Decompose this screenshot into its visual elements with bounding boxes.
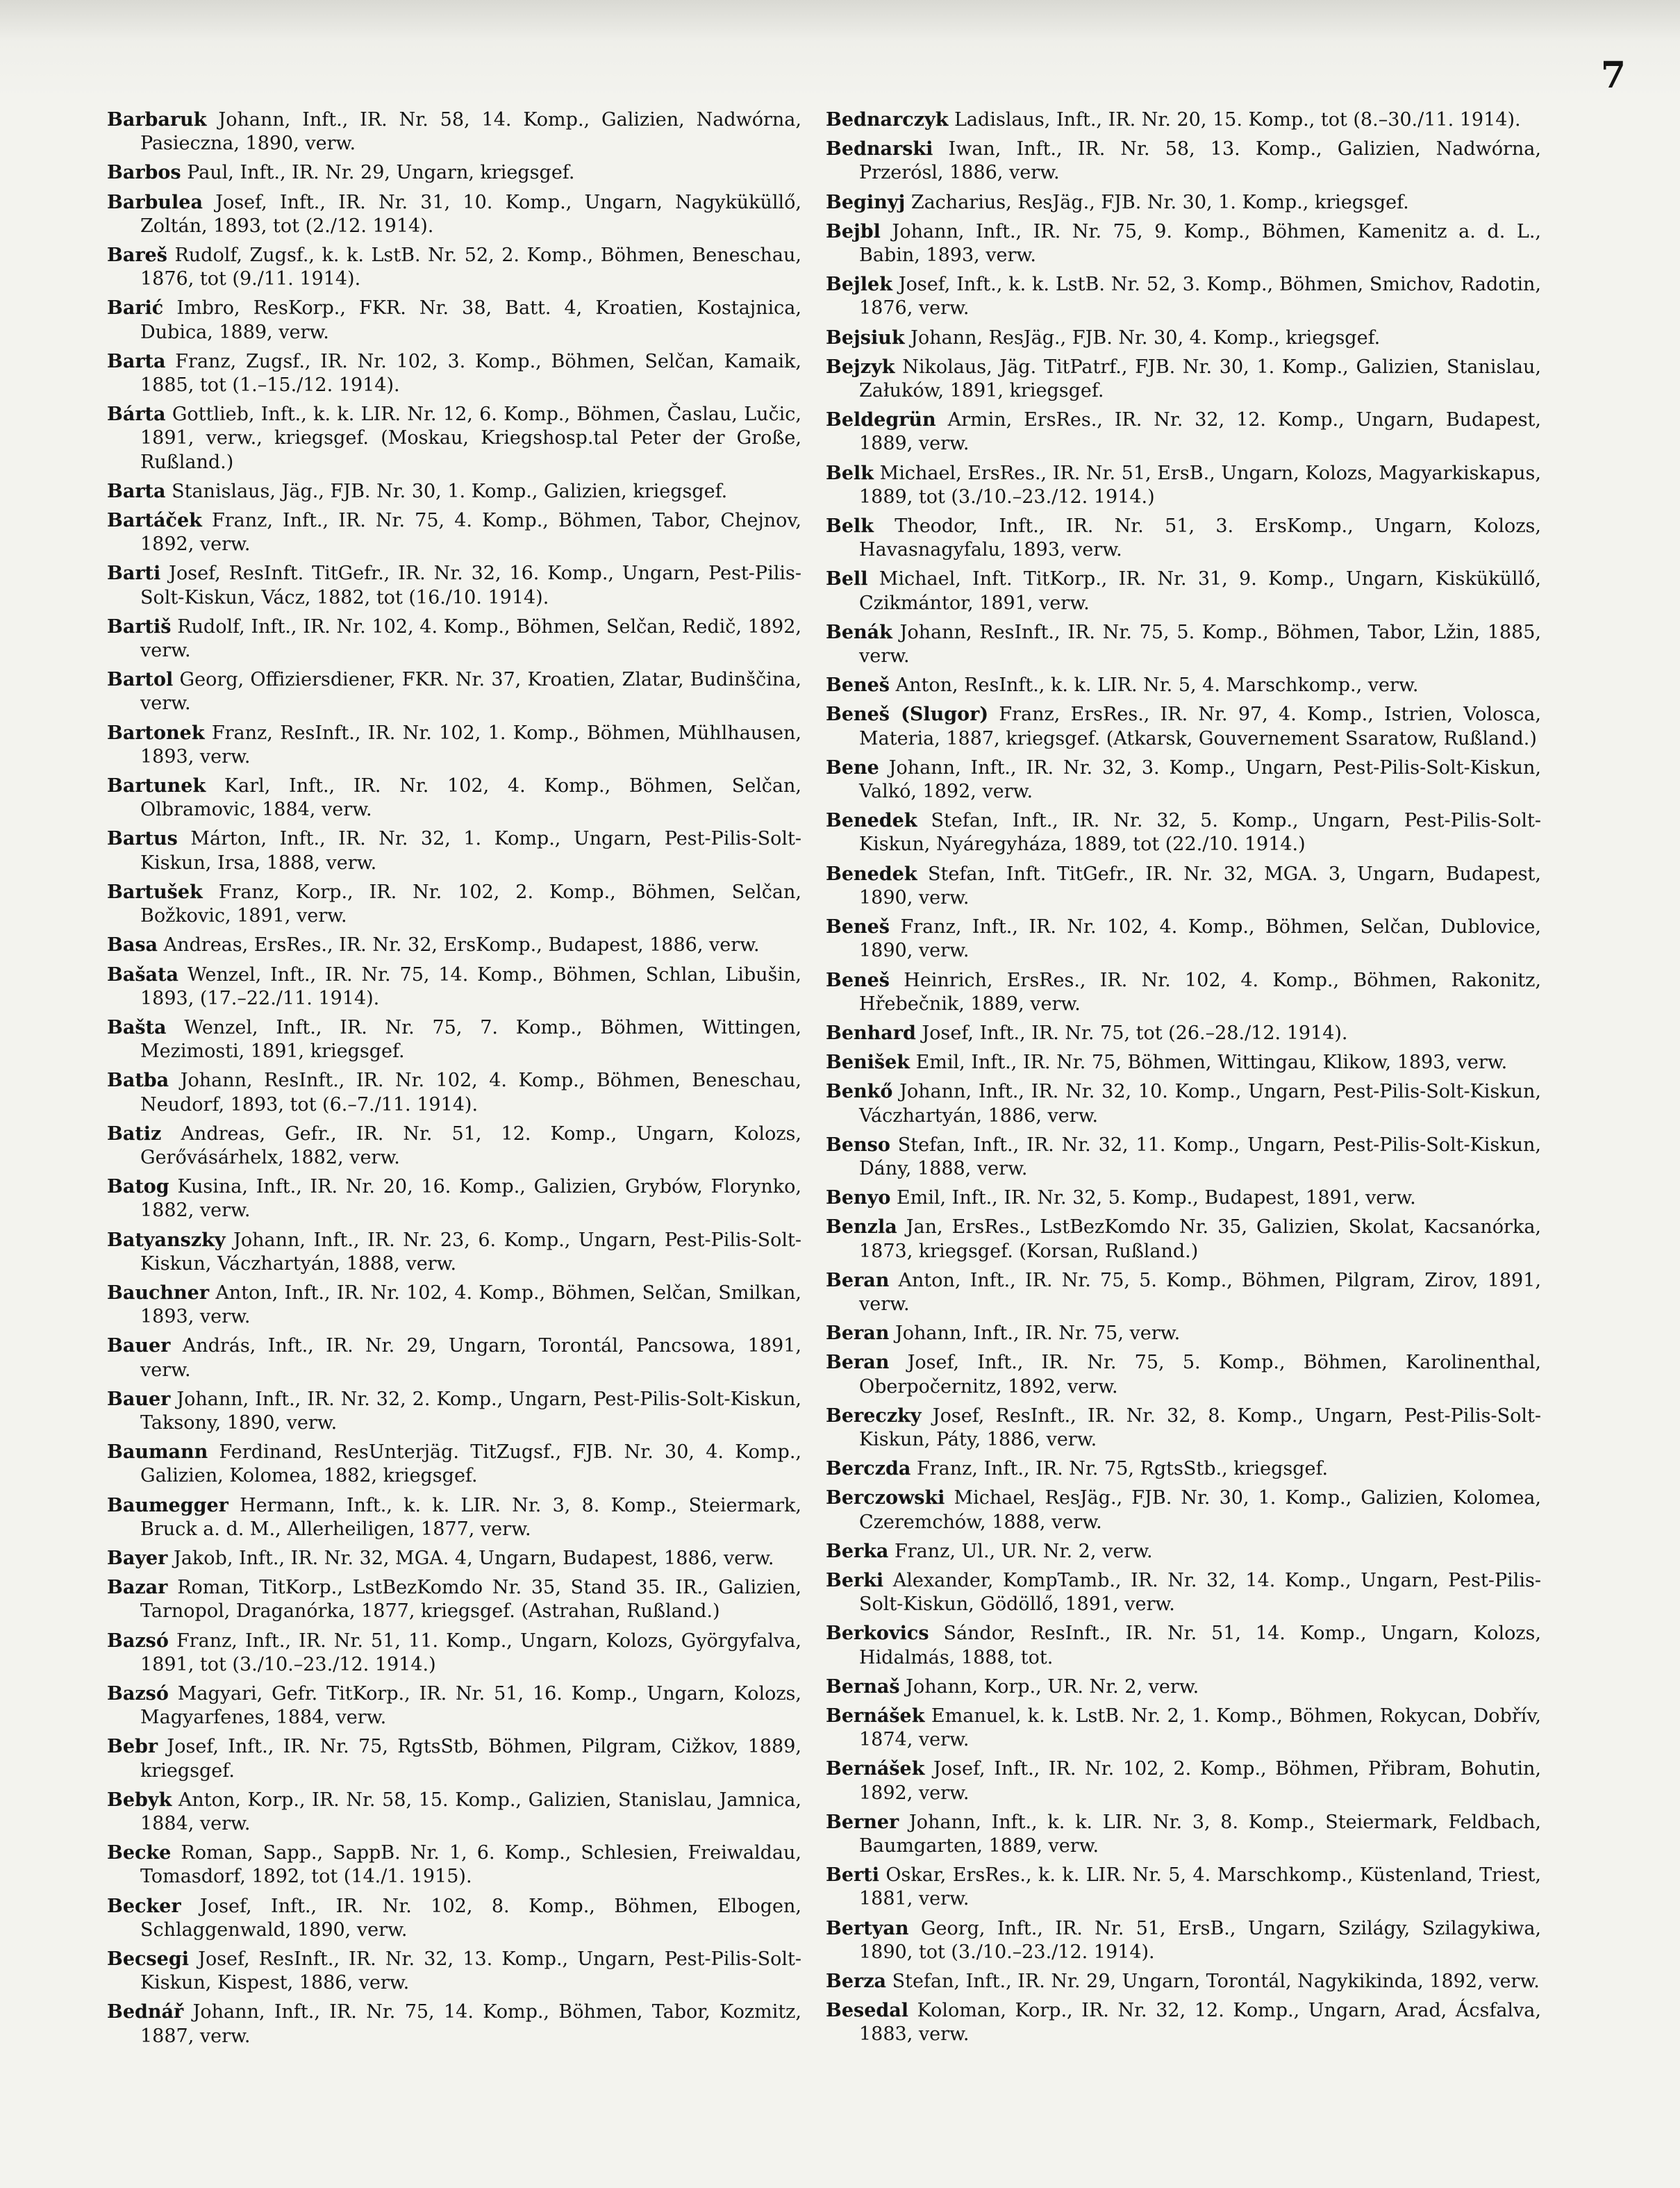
register-entry	[826, 1970, 1541, 1994]
register-entry	[107, 1494, 801, 1541]
entry-details: Johann, Inft., k. k. LIR. Nr. 3, 8. Komp., Steiermark, Feldbach, Baumgarten, 1889, verw.	[859, 1811, 1541, 1857]
entry-surname: Bernášek	[826, 1705, 925, 1727]
entry-surname: Becsegi	[107, 1948, 189, 1971]
register-entry	[107, 161, 801, 185]
entry-surname: Barbaruk	[107, 109, 207, 131]
entry-surname: Bertyan	[826, 1917, 909, 1939]
entry-surname: Bernaš	[826, 1675, 900, 1698]
entry-surname: Baumegger	[107, 1494, 228, 1516]
entry-surname: Berczowski	[826, 1487, 945, 1509]
entry-details: Josef, Inft., IR. Nr. 102, 2. Komp., Böhmen, Přibram, Bohutin, 1892, verw.	[859, 1758, 1541, 1804]
register-entry	[826, 1486, 1541, 1534]
register-entry	[107, 1547, 801, 1570]
entry-details: Wenzel, Inft., IR. Nr. 75, 14. Komp., Böhmen, Schlan, Libušin, 1893, (17.–22./11. 1914).	[140, 963, 801, 1009]
entry-surname: Benkő	[826, 1081, 893, 1103]
register-entry	[107, 1334, 801, 1382]
register-entry	[107, 2000, 801, 2048]
register-entry	[107, 1948, 801, 1995]
register-entry	[107, 509, 801, 556]
register-entry	[107, 244, 801, 291]
entry-surname: Bašata	[107, 963, 178, 986]
register-entry	[107, 827, 801, 875]
entry-surname: Bareš	[107, 245, 167, 267]
register-entry	[107, 881, 801, 928]
entry-surname: Barta	[107, 350, 166, 372]
entry-surname: Berza	[826, 1971, 887, 1993]
register-entry	[826, 1022, 1541, 1045]
entry-surname: Bazsó	[107, 1630, 169, 1652]
register-entry	[826, 621, 1541, 668]
register-entry	[826, 1457, 1541, 1481]
register-entry	[107, 1789, 801, 1836]
entry-surname: Bernášek	[826, 1758, 925, 1780]
register-entry	[826, 1999, 1541, 2046]
entry-surname: Bartušek	[107, 881, 203, 903]
entry-surname: Bauer	[107, 1388, 171, 1410]
entry-details: Márton, Inft., IR. Nr. 32, 1. Komp., Ungarn, Pest-Pilis-Solt-Kiskun, Irsa, 1888, verw.	[140, 828, 801, 874]
entry-details: Franz, Inft., IR. Nr. 102, 4. Komp., Böhmen, Selčan, Dublovice, 1890, verw.	[859, 916, 1541, 962]
register-entry	[826, 969, 1541, 1016]
entry-details: Johann, Inft., IR. Nr. 75, 9. Komp., Böhmen, Kamenitz a. d. L., Babin, 1893, verw.	[859, 220, 1541, 267]
register-entry	[826, 674, 1541, 697]
register-entry	[826, 515, 1541, 562]
entry-details: Josef, Inft., IR. Nr. 102, 8. Komp., Böhmen, Elbogen, Schlaggenwald, 1890, verw.	[140, 1895, 801, 1941]
register-entry	[826, 220, 1541, 267]
entry-surname: Bayer	[107, 1547, 168, 1569]
entry-surname: Bebyk	[107, 1789, 172, 1811]
register-entry	[107, 1735, 801, 1782]
entry-surname: Barta	[107, 480, 166, 502]
register-entry	[107, 1441, 801, 1488]
entry-surname: Bednarski	[826, 138, 933, 160]
entry-details: Josef, ResInft., IR. Nr. 32, 8. Komp., Ungarn, Pest-Pilis-Solt-Kiskun, Páty, 1886, verw.	[859, 1404, 1541, 1450]
register-entry	[826, 756, 1541, 804]
entry-surname: Beldegrün	[826, 409, 936, 431]
register-entry	[107, 1229, 801, 1276]
register-entry	[826, 1917, 1541, 1964]
entry-details: Johann, Inft., IR. Nr. 75, verw.	[895, 1323, 1181, 1345]
entry-details: András, Inft., IR. Nr. 29, Ungarn, Torontál, Pancsowa, 1891, verw.	[140, 1335, 801, 1381]
entry-details: Koloman, Korp., IR. Nr. 32, 12. Komp., Ungarn, Arad, Ácsfalva, 1883, verw.	[859, 2000, 1541, 2046]
entry-surname: Bauchner	[107, 1282, 210, 1304]
register-entry	[107, 722, 801, 769]
register-entry	[107, 1175, 801, 1223]
register-entry	[826, 915, 1541, 963]
register-entry	[826, 1134, 1541, 1181]
entry-surname: Beneš	[826, 674, 890, 697]
register-entry	[826, 356, 1541, 403]
entry-details: Sándor, ResInft., IR. Nr. 51, 14. Komp., Ungarn, Kolozs, Hidalmás, 1888, tot.	[859, 1623, 1541, 1668]
entry-surname: Bašta	[107, 1016, 167, 1038]
register-entry	[826, 863, 1541, 910]
entry-details: Johann, Inft., IR. Nr. 32, 3. Komp., Ungarn, Pest-Pilis-Solt-Kiskun, Valkó, 1892, verw.	[859, 756, 1541, 803]
entry-details: Kusina, Inft., IR. Nr. 20, 16. Komp., Galizien, Grybów, Florynko, 1882, verw.	[140, 1176, 801, 1222]
entry-details: Michael, ResJäg., FJB. Nr. 30, 1. Komp., Galizien, Kolomea, Czeremchów, 1888, verw.	[859, 1487, 1541, 1533]
entry-details: Josef, Inft., IR. Nr. 31, 10. Komp., Ungarn, Nagyküküllő, Zoltán, 1893, tot (2./12. 1914).	[140, 191, 801, 237]
entry-surname: Barbos	[107, 162, 181, 184]
entry-surname: Baumann	[107, 1441, 208, 1464]
register-entry	[107, 1841, 801, 1889]
entry-surname: Besedal	[826, 2000, 909, 2022]
entry-details: Georg, Inft., IR. Nr. 51, ErsB., Ungarn, Szilágy, Szilagykiwa, 1890, tot (3./10.–23./12. 1914).	[859, 1917, 1541, 1963]
register-entry	[826, 1351, 1541, 1398]
entry-details: Stefan, Inft., IR. Nr. 29, Ungarn, Torontál, Nagykikinda, 1892, verw.	[892, 1971, 1540, 1993]
entry-details: Josef, Inft., IR. Nr. 75, tot (26.–28./12. 1914).	[922, 1022, 1348, 1044]
register-entry	[826, 1540, 1541, 1564]
register-entry	[107, 191, 801, 238]
entry-surname: Batyanszky	[107, 1229, 226, 1251]
entry-details: Anton, ResInft., k. k. LIR. Nr. 5, 4. Marschkomp., verw.	[895, 674, 1419, 697]
entry-surname: Benák	[826, 621, 892, 643]
entry-details: Franz, ErsRes., IR. Nr. 97, 4. Komp., Istrien, Volosca, Materia, 1887, kriegsgef. (Atkarsk, Gouvernement Ssaratow, Rußland.)	[859, 704, 1541, 749]
register-entry	[107, 934, 801, 957]
register-entry	[826, 191, 1541, 215]
register-entry	[826, 1811, 1541, 1858]
register-entry	[107, 668, 801, 715]
entry-details: Magyari, Gefr. TitKorp., IR. Nr. 51, 16. Komp., Ungarn, Kolozs, Magyarfenes, 1884, verw.	[140, 1682, 801, 1729]
register-entry	[826, 567, 1541, 615]
register-entry	[107, 1016, 801, 1063]
register-entry	[107, 774, 801, 822]
register-entry	[107, 1576, 801, 1623]
entry-details: Johann, ResJäg., FJB. Nr. 30, 4. Komp., kriegsgef.	[910, 326, 1381, 349]
entry-details: Johann, Inft., IR. Nr. 75, 14. Komp., Böhmen, Tabor, Kozmitz, 1887, verw.	[140, 2001, 801, 2047]
entry-details: Johann, Inft., IR. Nr. 32, 2. Komp., Ungarn, Pest-Pilis-Solt-Kiskun, Taksony, 1890, verw.	[140, 1388, 801, 1434]
entry-details: Stefan, Inft. TitGefr., IR. Nr. 32, MGA. 3, Ungarn, Budapest, 1890, verw.	[859, 863, 1541, 909]
entry-details: Stefan, Inft., IR. Nr. 32, 11. Komp., Ungarn, Pest-Pilis-Solt-Kiskun, Dány, 1888, verw.	[859, 1134, 1541, 1179]
entry-surname: Barbulea	[107, 191, 203, 213]
entry-details: Johann, ResInft., IR. Nr. 75, 5. Komp., Böhmen, Tabor, Lžin, 1885, verw.	[859, 621, 1541, 668]
register-entry	[826, 1404, 1541, 1452]
register-entry	[826, 1216, 1541, 1263]
entry-details: Hermann, Inft., k. k. LIR. Nr. 3, 8. Komp., Steiermark, Bruck a. d. M., Allerheiligen, 1877, verw.	[140, 1494, 801, 1540]
entry-details: Gottlieb, Inft., k. k. LIR. Nr. 12, 6. Komp., Böhmen, Časlau, Lučic, 1891, verw., kriegsgef. (Moskau, Kriegshosp.tal Peter der Große, Rußland.)	[140, 404, 801, 473]
entry-details: Iwan, Inft., IR. Nr. 58, 13. Komp., Galizien, Nadwórna, Przerósl, 1886, verw.	[859, 138, 1541, 184]
entry-surname: Bartus	[107, 828, 178, 850]
entry-surname: Bartunek	[107, 775, 206, 797]
register-entry	[826, 1051, 1541, 1075]
register-entry	[826, 273, 1541, 320]
entry-surname: Benedek	[826, 863, 917, 885]
entry-details: Andreas, ErsRes., IR. Nr. 32, ErsKomp., Budapest, 1886, verw.	[163, 934, 760, 956]
entry-details: Franz, Inft., IR. Nr. 75, RgtsStb., kriegsgef.	[916, 1458, 1329, 1480]
entry-surname: Benedek	[826, 810, 917, 832]
register-entry	[107, 1388, 801, 1435]
entry-details: Josef, Inft., IR. Nr. 75, 5. Komp., Böhmen, Karolinenthal, Oberpočernitz, 1892, verw.	[859, 1352, 1541, 1398]
entry-surname: Bereczky	[826, 1404, 922, 1427]
entry-surname: Barti	[107, 563, 161, 585]
register-entry	[826, 1675, 1541, 1699]
register-entry	[826, 462, 1541, 509]
entry-details: Johann, ResInft., IR. Nr. 102, 4. Komp., Böhmen, Beneschau, Neudorf, 1893, tot (6.–7./11. 1914).	[140, 1070, 801, 1116]
entry-surname: Bednář	[107, 2001, 184, 2023]
entry-surname: Beran	[826, 1269, 890, 1291]
entry-surname: Bednarczyk	[826, 109, 949, 131]
entry-details: Roman, Sapp., SappB. Nr. 1, 6. Komp., Schlesien, Freiwaldau, Tomasdorf, 1892, tot (14./1. 1915).	[140, 1842, 801, 1888]
entry-surname: Belk	[826, 515, 874, 538]
entry-details: Anton, Korp., IR. Nr. 58, 15. Komp., Galizien, Stanislau, Jamnica, 1884, verw.	[140, 1789, 801, 1834]
entry-details: Alexander, KompTamb., IR. Nr. 32, 14. Komp., Ungarn, Pest-Pilis-Solt-Kiskun, Gödöllő, 1891, verw.	[859, 1569, 1541, 1616]
entry-surname: Bejbl	[826, 220, 881, 242]
entry-details: Anton, Inft., IR. Nr. 75, 5. Komp., Böhmen, Pilgram, Zirov, 1891, verw.	[859, 1269, 1541, 1315]
entry-details: Franz, Inft., IR. Nr. 75, 4. Komp., Böhmen, Tabor, Chejnov, 1892, verw.	[140, 510, 801, 556]
entry-surname: Berki	[826, 1569, 884, 1591]
entry-surname: Berti	[826, 1864, 879, 1887]
entry-details: Franz, Inft., IR. Nr. 51, 11. Komp., Ungarn, Kolozs, Györgyfalva, 1891, tot (3./10.–23./12. 1914.)	[140, 1630, 801, 1675]
register-entry	[826, 809, 1541, 856]
entry-surname: Batiz	[107, 1122, 162, 1145]
entry-details: Franz, Zugsf., IR. Nr. 102, 3. Komp., Böhmen, Selčan, Kamaik, 1885, tot (1.–15./12. 1914).	[140, 350, 801, 397]
entry-surname: Beneš (Slugor)	[826, 704, 989, 726]
register-entry	[107, 963, 801, 1011]
register-entry	[107, 480, 801, 504]
register-entry	[826, 1080, 1541, 1127]
entry-surname: Bejzyk	[826, 356, 895, 378]
register-entry	[107, 350, 801, 397]
register-entry	[107, 297, 801, 344]
register-entry	[826, 1757, 1541, 1805]
entry-details: Roman, TitKorp., LstBezKomdo Nr. 35, Stand 35. IR., Galizien, Tarnopol, Draganórka, 1877, kriegsgef. (Astrahan, Rußland.)	[140, 1577, 801, 1623]
register-entry	[826, 703, 1541, 750]
entry-details: Anton, Inft., IR. Nr. 102, 4. Komp., Böhmen, Selčan, Smilkan, 1893, verw.	[140, 1282, 801, 1328]
register-entry	[107, 1682, 801, 1730]
register-entry	[826, 1622, 1541, 1669]
entry-details: Josef, ResInft. TitGefr., IR. Nr. 32, 16. Komp., Ungarn, Pest-Pilis-Solt-Kiskun, Vácz, 1882, tot (16./10. 1914).	[140, 563, 801, 608]
entry-details: Franz, Korp., IR. Nr. 102, 2. Komp., Böhmen, Selčan, Božkovic, 1891, verw.	[140, 881, 801, 927]
entry-surname: Becke	[107, 1842, 172, 1864]
register-entry	[107, 562, 801, 609]
entry-details: Rudolf, Inft., IR. Nr. 102, 4. Komp., Böhmen, Selčan, Redič, 1892, verw.	[140, 615, 801, 662]
entry-surname: Bartol	[107, 669, 174, 691]
entry-surname: Berka	[826, 1540, 889, 1562]
entry-surname: Benišek	[826, 1052, 910, 1074]
entry-details: Josef, Inft., k. k. LstB. Nr. 52, 3. Komp., Böhmen, Smichov, Radotin, 1876, verw.	[859, 274, 1541, 320]
entry-surname: Bartonek	[107, 722, 205, 744]
entry-surname: Barić	[107, 297, 164, 320]
register-entry	[826, 1569, 1541, 1616]
register-entry	[826, 138, 1541, 185]
entry-surname: Beneš	[826, 969, 890, 991]
register-entry	[107, 1069, 801, 1116]
entry-surname: Berczda	[826, 1458, 911, 1480]
register-entry	[826, 1322, 1541, 1345]
entry-surname: Berner	[826, 1811, 899, 1833]
entry-details: Rudolf, Zugsf., k. k. LstB. Nr. 52, 2. Komp., Böhmen, Beneschau, 1876, tot (9./11. 1914).	[140, 245, 801, 290]
entry-details: Johann, Inft., IR. Nr. 23, 6. Komp., Ungarn, Pest-Pilis-Solt-Kiskun, Váczhartyán, 1888, verw.	[140, 1229, 801, 1275]
entry-details: Johann, Inft., IR. Nr. 32, 10. Komp., Ungarn, Pest-Pilis-Solt-Kiskun, Váczhartyán, 1886, verw.	[859, 1081, 1542, 1127]
entry-surname: Benso	[826, 1134, 890, 1156]
entry-details: Paul, Inft., IR. Nr. 29, Ungarn, kriegsgef.	[187, 162, 575, 184]
entry-surname: Benyo	[826, 1187, 891, 1209]
entry-details: Emil, Inft., IR. Nr. 75, Böhmen, Wittingau, Klikow, 1893, verw.	[915, 1052, 1508, 1074]
entry-surname: Bárta	[107, 404, 166, 426]
entry-surname: Bejlek	[826, 274, 892, 296]
entry-surname: Beran	[826, 1323, 890, 1345]
entry-details: Emil, Inft., IR. Nr. 32, 5. Komp., Budapest, 1891, verw.	[896, 1187, 1416, 1209]
entry-surname: Basa	[107, 934, 158, 956]
register-entry	[107, 108, 801, 156]
entry-surname: Bejsiuk	[826, 326, 905, 349]
entry-surname: Batba	[107, 1070, 169, 1092]
register-entry	[107, 615, 801, 663]
entry-surname: Beneš	[826, 916, 890, 938]
entry-details: Karl, Inft., IR. Nr. 102, 4. Komp., Böhmen, Selčan, Olbramovic, 1884, verw.	[140, 775, 801, 821]
entry-details: Franz, ResInft., IR. Nr. 102, 1. Komp., Böhmen, Mühlhausen, 1893, verw.	[140, 722, 801, 768]
register-entry	[826, 1705, 1541, 1752]
register-entry	[826, 1186, 1541, 1210]
entry-details: Nikolaus, Jäg. TitPatrf., FJB. Nr. 30, 1. Komp., Galizien, Stanislau, Załuków, 1891, kriegsgef.	[859, 356, 1541, 402]
register-entry	[826, 408, 1541, 456]
entry-surname: Bauer	[107, 1335, 171, 1357]
entry-details: Josef, ResInft., IR. Nr. 32, 13. Komp., Ungarn, Pest-Pilis-Solt-Kiskun, Kispest, 1886, verw.	[140, 1948, 801, 1994]
register-entry	[107, 1122, 801, 1170]
register-entry	[826, 1269, 1541, 1316]
entry-details: Johann, Korp., UR. Nr. 2, verw.	[906, 1675, 1199, 1698]
entry-details: Jan, ErsRes., LstBezKomdo Nr. 35, Galizien, Skolat, Kacsanórka, 1873, kriegsgef. (Korsan, Rußland.)	[859, 1216, 1542, 1262]
entry-details: Andreas, Gefr., IR. Nr. 51, 12. Komp., Ungarn, Kolozs, Gerővásárhelx, 1882, verw.	[140, 1122, 801, 1168]
entry-surname: Batog	[107, 1176, 169, 1198]
entry-details: Oskar, ErsRes., k. k. LIR. Nr. 5, 4. Marschkomp., Küstenland, Triest, 1881, verw.	[859, 1864, 1541, 1910]
register-entry	[107, 1282, 801, 1329]
left-column	[107, 108, 801, 2054]
entry-details: Franz, Ul., UR. Nr. 2, verw.	[895, 1540, 1153, 1562]
register-entry	[107, 403, 801, 474]
entry-details: Ferdinand, ResUnterjäg. TitZugsf., FJB. Nr. 30, 4. Komp., Galizien, Kolomea, 1882, kriegsgef.	[140, 1441, 801, 1487]
entry-details: Zacharius, ResJäg., FJB. Nr. 30, 1. Komp., kriegsgef.	[910, 191, 1409, 213]
entry-surname: Beran	[826, 1352, 890, 1374]
entry-details: Heinrich, ErsRes., IR. Nr. 102, 4. Komp., Böhmen, Rakonitz, Hřebečnik, 1889, verw.	[859, 969, 1541, 1015]
entry-surname: Becker	[107, 1895, 181, 1917]
entry-details: Stanislaus, Jäg., FJB. Nr. 30, 1. Komp., Galizien, kriegsgef.	[172, 480, 728, 502]
entry-surname: Bazar	[107, 1577, 168, 1599]
entry-details: Georg, Offiziersdiener, FKR. Nr. 37, Kroatien, Zlatar, Budinščina, verw.	[140, 669, 801, 715]
entry-surname: Bartáček	[107, 510, 202, 532]
register-entry	[826, 326, 1541, 350]
entry-surname: Bazsó	[107, 1682, 169, 1705]
register-entry	[826, 108, 1541, 132]
entry-details: Wenzel, Inft., IR. Nr. 75, 7. Komp., Böhmen, Wittingen, Mezimosti, 1891, kriegsgef.	[140, 1016, 801, 1063]
register-entry	[826, 1864, 1541, 1911]
entry-details: Ladislaus, Inft., IR. Nr. 20, 15. Komp., tot (8.–30./11. 1914).	[954, 109, 1521, 131]
entry-surname: Benhard	[826, 1022, 916, 1044]
right-column	[826, 108, 1541, 2053]
entry-surname: Benzla	[826, 1216, 897, 1238]
register-entry	[107, 1895, 801, 1942]
entry-surname: Bene	[826, 756, 879, 779]
entry-surname: Bartiš	[107, 615, 172, 638]
entry-surname: Beginyj	[826, 191, 906, 213]
register-entry	[107, 1630, 801, 1677]
entry-details: Stefan, Inft., IR. Nr. 32, 5. Komp., Ungarn, Pest-Pilis-Solt-Kiskun, Nyáregyháza, 1889, tot (22./10. 1914.)	[859, 810, 1541, 856]
entry-surname: Belk	[826, 462, 874, 484]
entry-details: Jakob, Inft., IR. Nr. 32, MGA. 4, Ungarn, Budapest, 1886, verw.	[174, 1547, 774, 1569]
entry-details: Emanuel, k. k. LstB. Nr. 2, 1. Komp., Böhmen, Rokycan, Dobřív, 1874, verw.	[859, 1705, 1541, 1751]
page-number: 7	[1600, 54, 1626, 97]
entry-details: Imbro, ResKorp., FKR. Nr. 38, Batt. 4, Kroatien, Kostajnica, Dubica, 1889, verw.	[140, 297, 801, 343]
entry-details: Michael, ErsRes., IR. Nr. 51, ErsB., Ungarn, Kolozs, Magyarkiskapus, 1889, tot (3./10.–23./12. 1914.)	[859, 462, 1541, 508]
entry-details: Theodor, Inft., IR. Nr. 51, 3. ErsKomp., Ungarn, Kolozs, Havasnagyfalu, 1893, verw.	[859, 515, 1541, 561]
entry-details: Johann, Inft., IR. Nr. 58, 14. Komp., Galizien, Nadwórna, Pasieczna, 1890, verw.	[140, 109, 801, 155]
entry-surname: Bebr	[107, 1736, 158, 1758]
entry-details: Michael, Inft. TitKorp., IR. Nr. 31, 9. Komp., Ungarn, Kisküküllő, Czikmántor, 1891, verw.	[859, 568, 1541, 614]
entry-details: Josef, Inft., IR. Nr. 75, RgtsStb, Böhmen, Pilgram, Cižkov, 1889, kriegsgef.	[140, 1736, 801, 1782]
entry-surname: Bell	[826, 568, 868, 590]
entry-surname: Berkovics	[826, 1623, 929, 1645]
entry-details: Armin, ErsRes., IR. Nr. 32, 12. Komp., Ungarn, Budapest, 1889, verw.	[859, 409, 1541, 455]
